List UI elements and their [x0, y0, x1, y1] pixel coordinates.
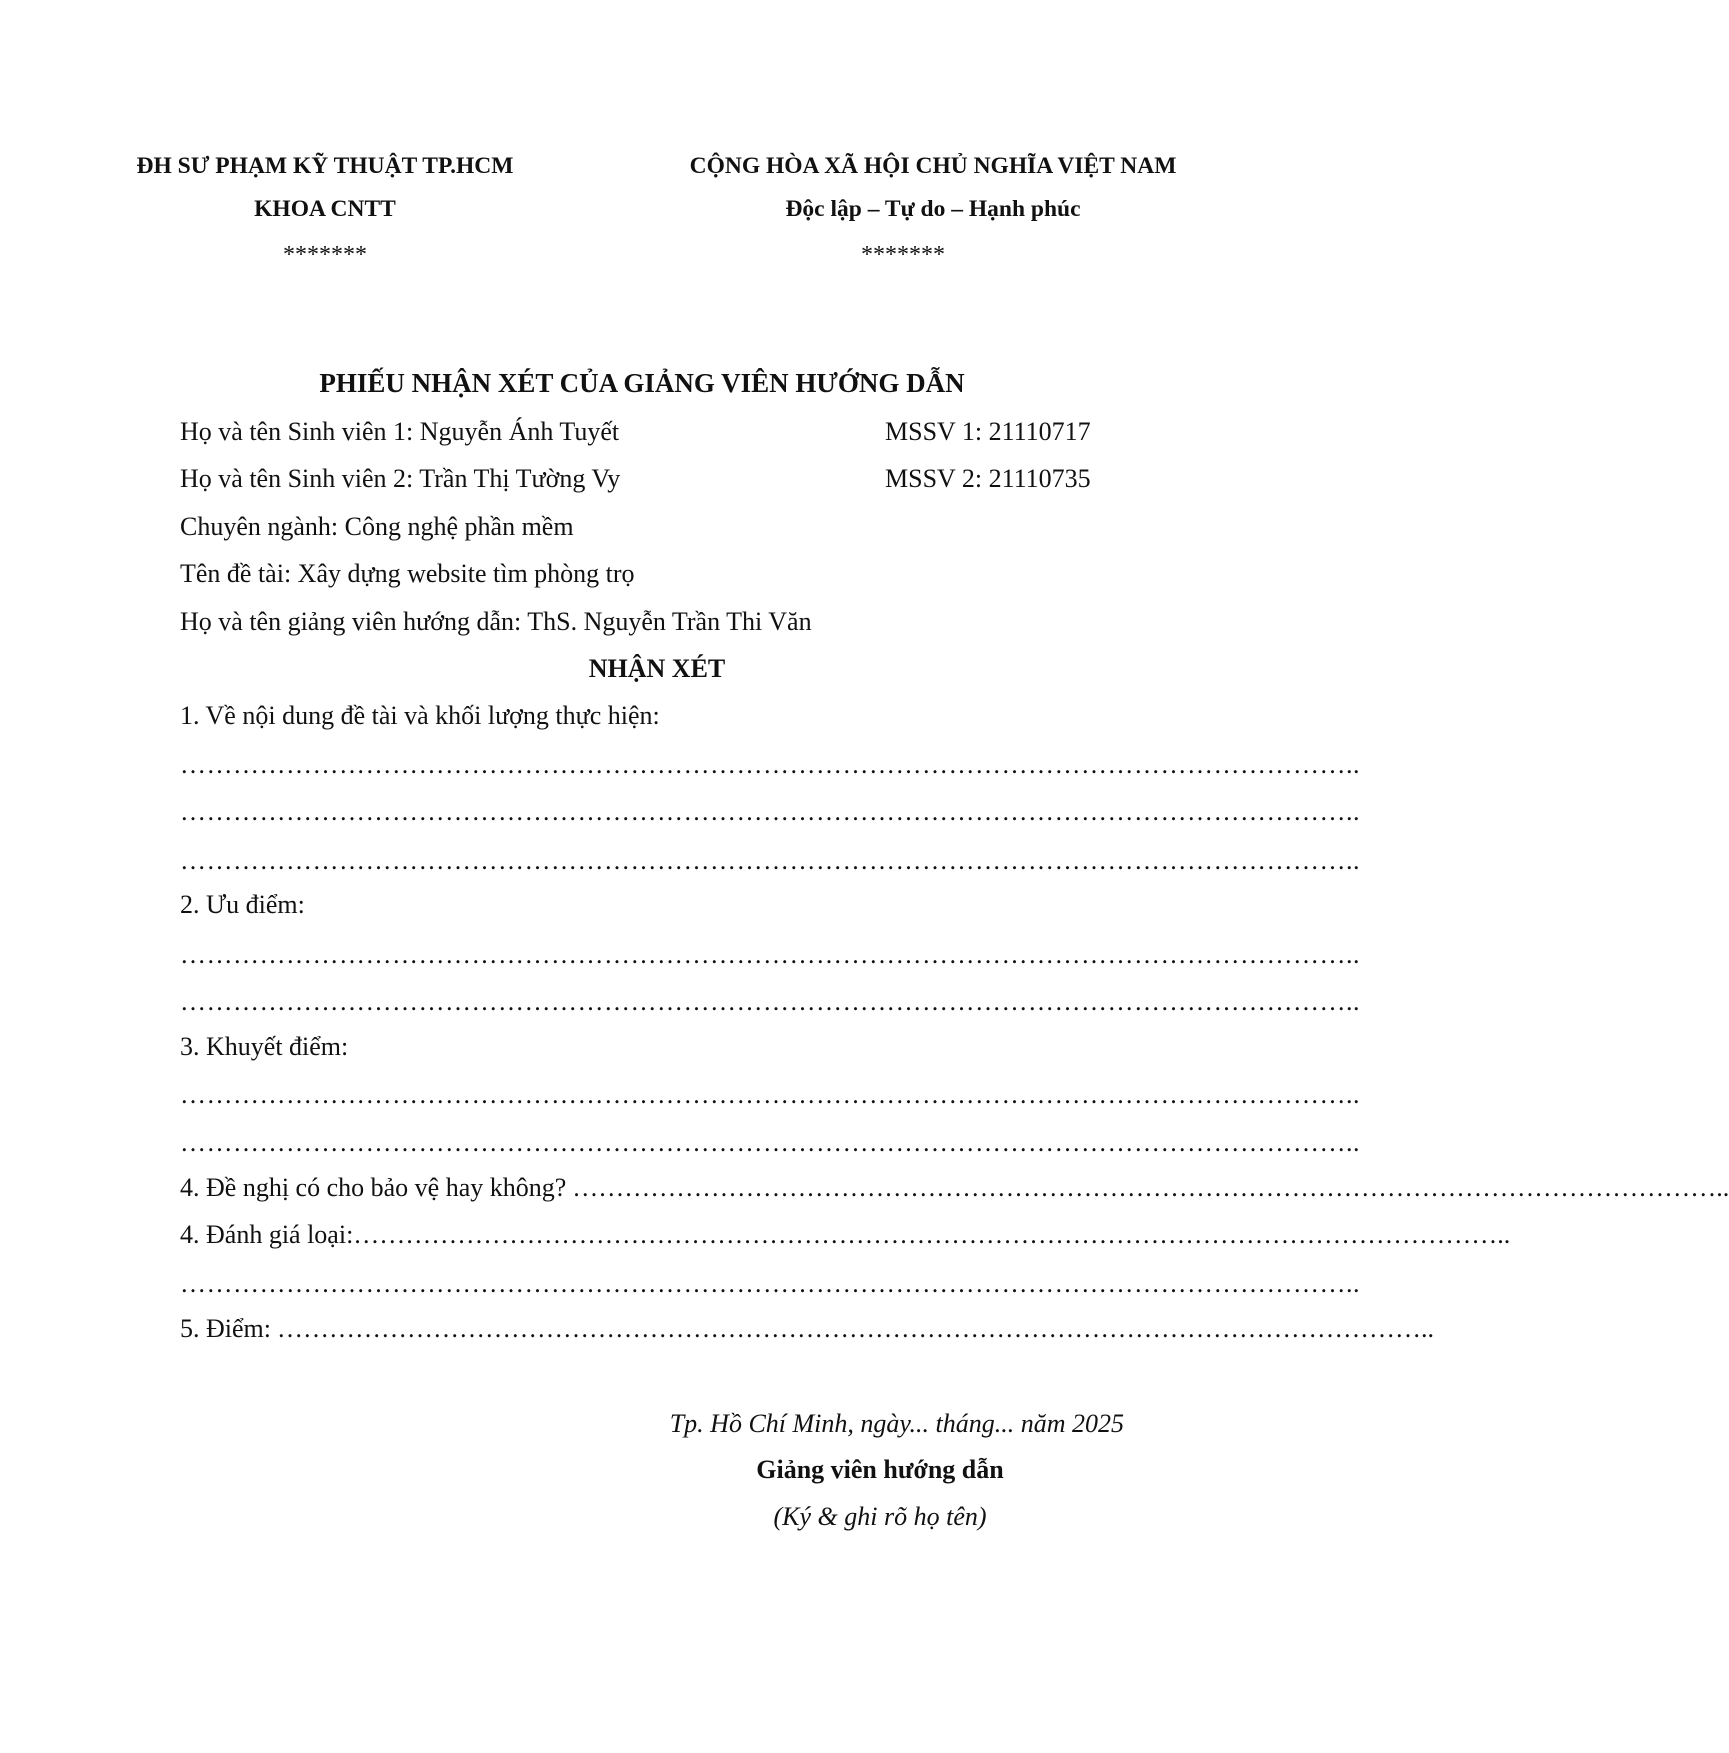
item-cons-label: 3. Khuyết điểm: [180, 1032, 349, 1061]
item-score-label: 5. Điểm: [180, 1314, 271, 1343]
signature-note: (Ký & ghi rõ họ tên) [773, 1502, 987, 1531]
item-score [180, 1314, 1434, 1344]
item-defense [180, 1173, 1729, 1203]
advisor: Họ và tên giảng viên hướng dẫn: ThS. Nguyễn Trần Thi Văn [180, 607, 812, 636]
topic: Tên đề tài: Xây dựng website tìm phòng trọ [180, 559, 635, 588]
student1-name: Họ và tên Sinh viên 1: Nguyễn Ánh Tuyết [180, 417, 620, 446]
dotted-line[interactable]: …………………………………………………………………………………………………………………….. [180, 1080, 1360, 1109]
national-motto: Độc lập – Tự do – Hạnh phúc [785, 196, 1081, 222]
dotted-line[interactable]: …………………………………………………………………………………………………………………….. [180, 1128, 1360, 1157]
dotted-line[interactable]: …………………………………………………………………………………………………………………….. [180, 1269, 1360, 1298]
item-content-label: 1. Về nội dung đề tài và khối lượng thực hiện: [180, 701, 660, 730]
student2-id: MSSV 2: 21110735 [885, 464, 1091, 493]
dotted-line[interactable]: …………………………………………………………………………………………………………………….. [277, 1314, 1434, 1343]
dotted-line[interactable]: …………………………………………………………………………………………………………………….. [180, 846, 1360, 875]
signer-role: Giảng viên hướng dẫn [756, 1455, 1004, 1484]
major: Chuyên ngành: Công nghệ phần mềm [180, 512, 574, 541]
faculty-name: KHOA CNTT [254, 196, 396, 222]
stars-divider: ******* [283, 242, 367, 268]
page-title: PHIẾU NHẬN XÉT CỦA GIẢNG VIÊN HƯỚNG DẪN [319, 368, 965, 398]
item-grade [180, 1220, 1511, 1250]
dotted-line[interactable]: …………………………………………………………………………………………………………………….. [572, 1173, 1729, 1202]
dotted-line[interactable]: …………………………………………………………………………………………………………………….. [353, 1220, 1511, 1249]
dotted-line[interactable]: …………………………………………………………………………………………………………………….. [180, 797, 1360, 826]
stars-divider: ******* [861, 242, 945, 268]
national-title: CỘNG HÒA XÃ HỘI CHỦ NGHĨA VIỆT NAM [689, 153, 1177, 179]
dotted-line[interactable]: …………………………………………………………………………………………………………………….. [180, 987, 1360, 1016]
place-date: Tp. Hồ Chí Minh, ngày... tháng... năm 2025 [669, 1409, 1124, 1438]
item-grade-label: 4. Đánh giá loại: [180, 1220, 354, 1249]
student1-id: MSSV 1: 21110717 [885, 417, 1091, 446]
section-title: NHẬN XÉT [588, 654, 726, 683]
student2-name: Họ và tên Sinh viên 2: Trần Thị Tường Vy [180, 464, 621, 493]
dotted-line[interactable]: …………………………………………………………………………………………………………………….. [180, 940, 1360, 969]
item-defense-label: 4. Đề nghị có cho bảo vệ hay không? [180, 1173, 567, 1202]
university-name: ĐH SƯ PHẠM KỸ THUẬT TP.HCM [136, 153, 514, 179]
item-pros-label: 2. Ưu điểm: [180, 890, 305, 919]
dotted-line[interactable]: …………………………………………………………………………………………………………………….. [180, 750, 1360, 779]
